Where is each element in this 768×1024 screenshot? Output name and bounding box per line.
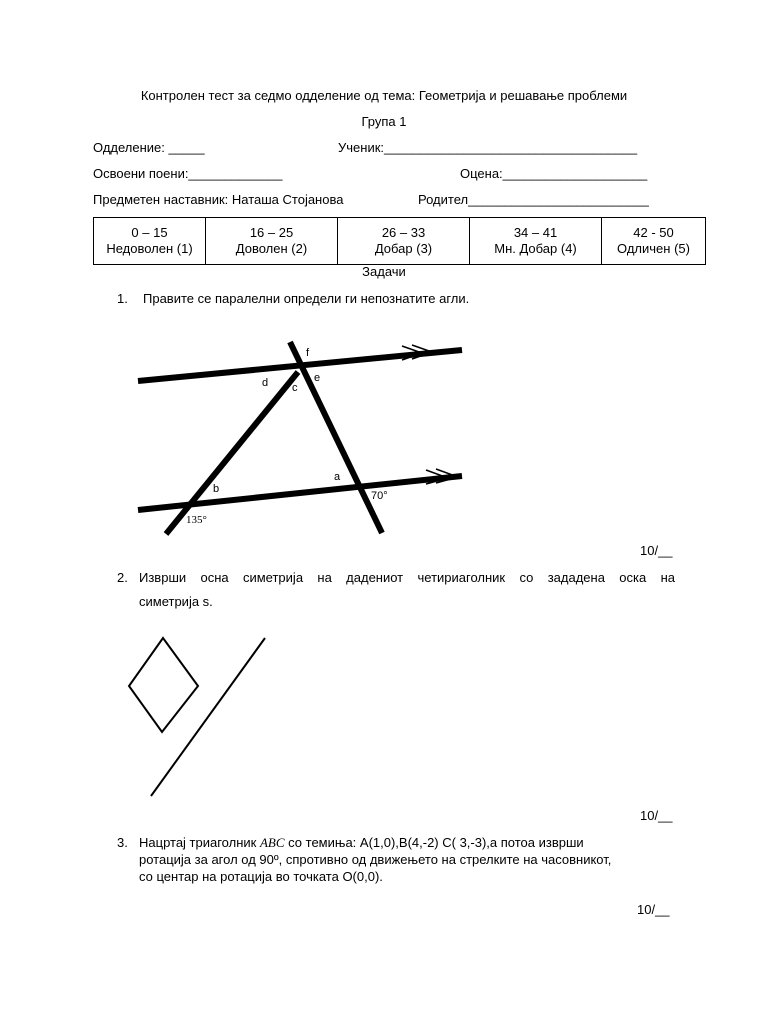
student-field: Ученик:___________________________________ (338, 140, 638, 155)
grade-cell-4: 34 – 41 Мн. Добар (4) (470, 218, 602, 265)
task-1-figure (130, 330, 470, 540)
grade-cell-3: 26 – 33 Добар (3) (338, 218, 470, 265)
label-70: 70° (371, 490, 388, 502)
teacher-field: Предметен наставник: Наташа Стојанова (93, 192, 344, 207)
task-2-number: 2. (117, 570, 128, 585)
grades-table (93, 217, 706, 265)
grade-cell-2: 16 – 25 Доволен (2) (206, 218, 338, 265)
group-label: Група 1 (361, 114, 407, 129)
grade-cell-5: 42 - 50 Одличен (5) (602, 218, 706, 265)
class-field: Одделение: _____ (93, 140, 205, 155)
label-b: b (213, 483, 220, 495)
task-2-figure (120, 630, 280, 805)
transversal-left (166, 372, 298, 534)
label-c: c (292, 382, 298, 394)
task-3-text-line1: Нацртај триаголник ABC со темиња: A(1,0),B(4,-2) C( 3,-3),а потоа изврши (139, 835, 584, 850)
grade-cell-1: 0 – 15 Недоволен (1) (94, 218, 206, 265)
quadrilateral (129, 638, 198, 732)
label-d: d (262, 377, 269, 389)
task-1-score: 10/__ (640, 543, 673, 558)
label-e: e (314, 372, 321, 384)
points-field: Освоени поени:_____________ (93, 166, 283, 181)
label-f: f (306, 347, 310, 359)
grade-field: Оцена:____________________ (460, 166, 648, 181)
parent-field: Родител_________________________ (418, 192, 649, 207)
task-2-text-line1: Изврши осна симетрија на дадениот четириаголник со зададена оска на (139, 570, 675, 585)
task-3-score: 10/__ (637, 902, 670, 917)
tasks-heading: Задачи (362, 264, 406, 279)
task-3-text-line2: ротација за агол од 90º, спротивно од движењето на стрелките на часовникот, (139, 852, 612, 867)
symmetry-axis-s (151, 638, 265, 796)
task-1-text: Правите се паралелни определи ги непознатите агли. (143, 291, 470, 306)
task-2-score: 10/__ (640, 808, 673, 823)
table-row (94, 218, 706, 265)
label-135: 135° (186, 514, 207, 526)
task-3-number: 3. (117, 835, 128, 850)
task-3-text-line3: со центар на ротација во точката O(0,0). (139, 869, 383, 884)
task-1-number: 1. (117, 291, 128, 306)
task-2-text-line2: симетрија s. (139, 594, 213, 609)
triangle-name: ABC (259, 835, 285, 850)
label-a: a (334, 471, 341, 483)
transversal-right (290, 342, 382, 533)
page-title: Контролен тест за седмо одделение од тема: Геометрија и решавање проблеми (140, 88, 628, 103)
